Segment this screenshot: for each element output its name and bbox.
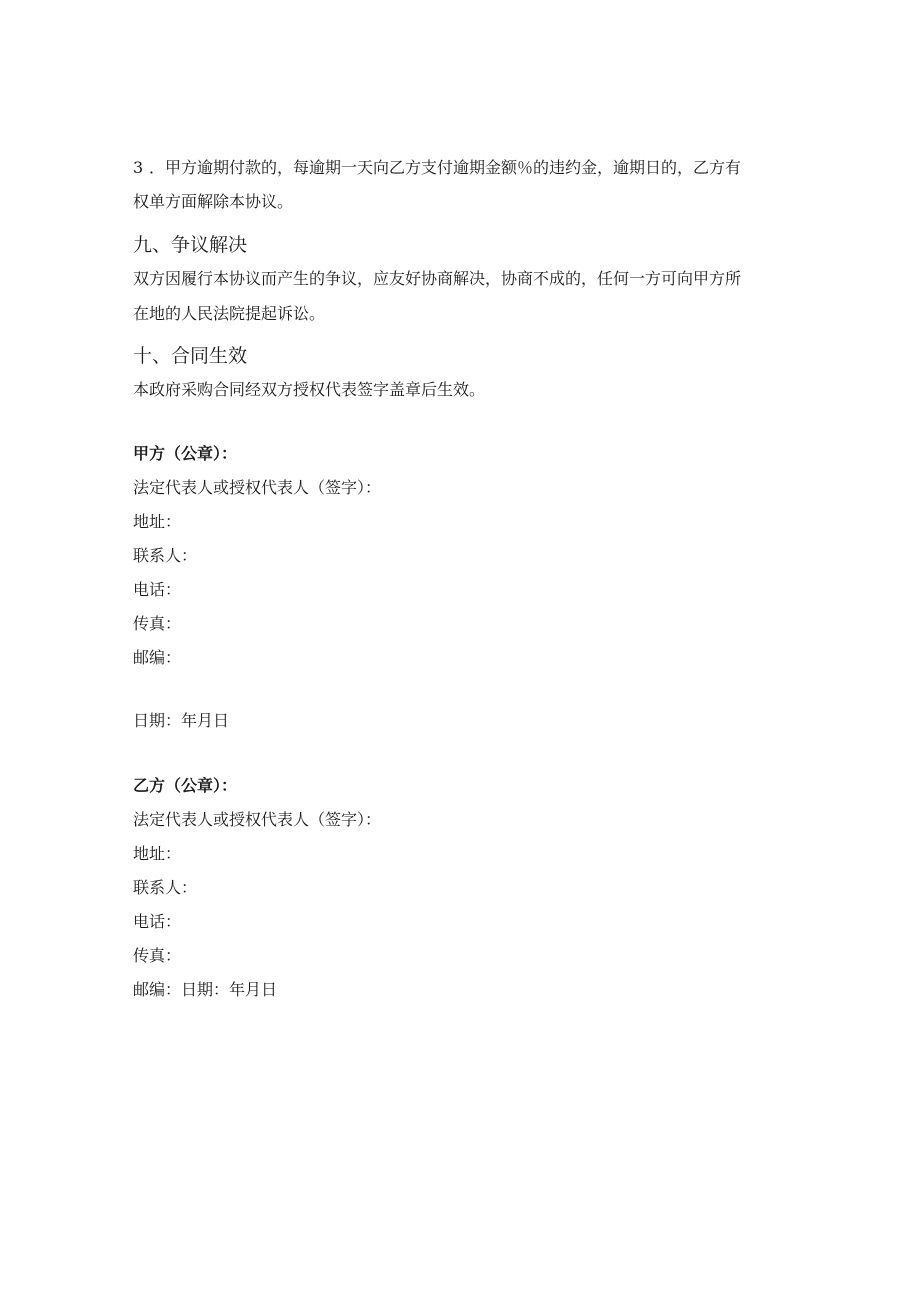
section-9-line-2: 在地的人民法院提起诉讼。 (133, 304, 326, 323)
party-a-title: 甲方（公章）： (133, 444, 238, 463)
clause-text: ．甲方逾期付款的，每逾期一天向乙方支付逾期金额％的违约金，逾期日的，乙方有 (149, 158, 742, 177)
party-b-title: 乙方（公章）： (133, 776, 238, 795)
party-b-representative: 法定代表人或授权代表人（签字）： (133, 810, 382, 829)
section-10-heading: 十、合同生效 (133, 345, 248, 367)
party-a-date: 日期：年月日 (133, 711, 230, 730)
party-b-address: 地址： (133, 844, 182, 863)
section-10-line-1: 本政府采购合同经双方授权代表签字盖章后生效。 (133, 380, 486, 399)
party-b-phone: 电话： (133, 912, 182, 931)
party-a-phone: 电话： (133, 580, 182, 599)
party-b-fax: 传真： (133, 946, 182, 965)
clause-8-item-3-line-2: 权单方面解除本协议。 (133, 192, 294, 211)
party-b-postcode-date: 邮编：日期：年月日 (133, 980, 278, 999)
party-a-fax: 传真： (133, 614, 182, 633)
clause-8-item-3-line-1 (133, 157, 741, 179)
party-a-address: 地址： (133, 512, 182, 531)
party-a-contact: 联系人： (133, 546, 198, 565)
party-a-postcode: 邮编： (133, 648, 182, 667)
section-9-heading: 九、争议解决 (133, 234, 248, 256)
party-b-contact: 联系人： (133, 878, 198, 897)
clause-number: 3 (133, 158, 144, 177)
party-a-representative: 法定代表人或授权代表人（签字）： (133, 478, 382, 497)
section-9-line-1: 双方因履行本协议而产生的争议，应友好协商解决，协商不成的，任何一方可向甲方所 (133, 269, 742, 288)
